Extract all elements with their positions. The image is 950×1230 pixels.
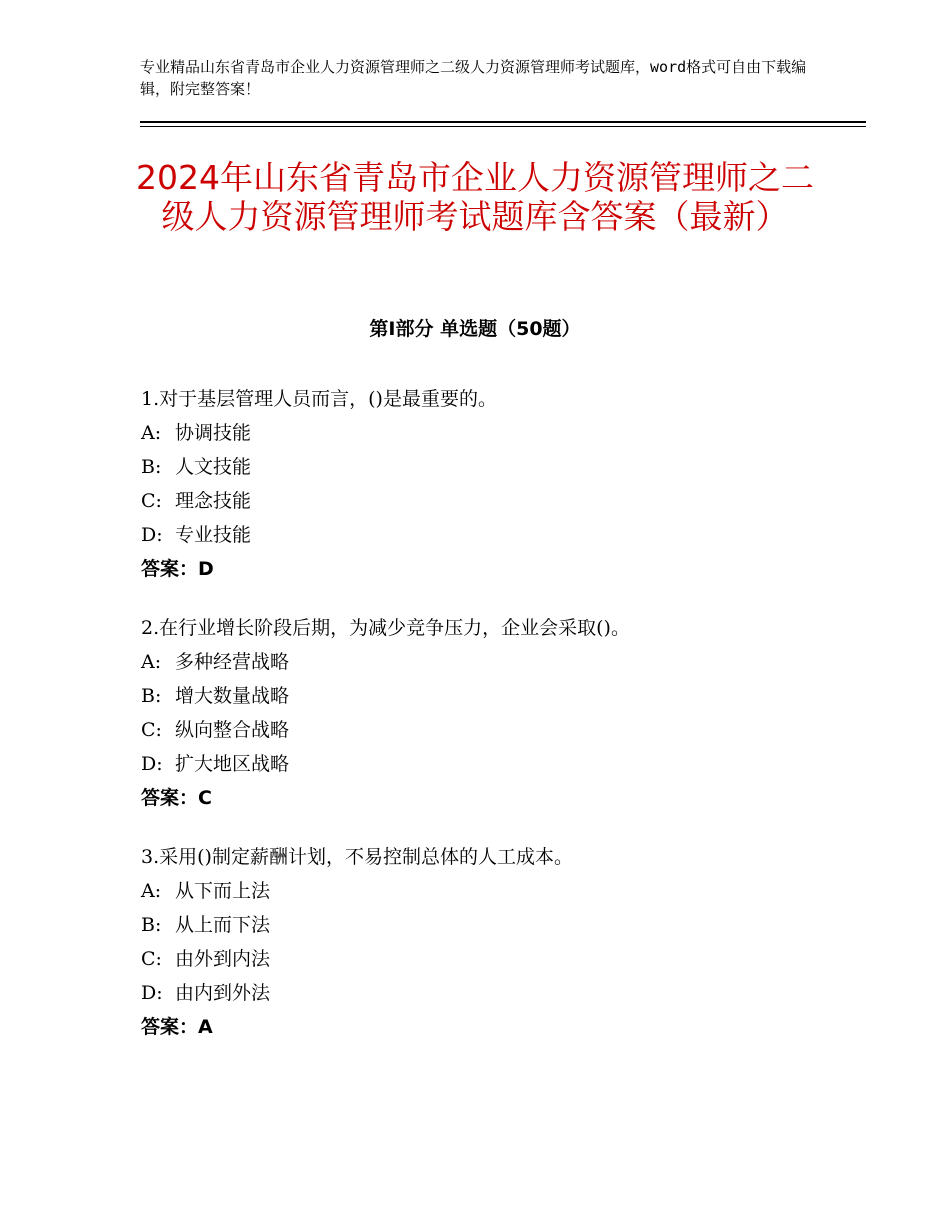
header-divider bbox=[140, 121, 866, 123]
option-letter: C: bbox=[141, 490, 162, 512]
option-d bbox=[141, 747, 861, 781]
question-stem: 1.对于基层管理人员而言，()是最重要的。 bbox=[141, 388, 497, 410]
question-stem: 3.采用()制定薪酬计划，不易控制总体的人工成本。 bbox=[141, 846, 573, 868]
option-text: 从上而下法 bbox=[175, 914, 271, 936]
option-letter: C: bbox=[141, 719, 162, 741]
option-text: 多种经营战略 bbox=[175, 651, 290, 673]
question-1 bbox=[141, 382, 861, 586]
option-b bbox=[141, 450, 861, 484]
option-text: 由外到内法 bbox=[175, 948, 271, 970]
option-letter: B: bbox=[141, 914, 162, 936]
header-divider-thin bbox=[140, 126, 866, 127]
option-text: 理念技能 bbox=[175, 490, 252, 512]
option-c bbox=[141, 942, 861, 976]
option-d bbox=[141, 518, 861, 552]
option-letter: C: bbox=[141, 948, 162, 970]
option-letter: D: bbox=[141, 753, 163, 775]
option-a bbox=[141, 645, 861, 679]
answer-line: 答案：D bbox=[141, 558, 214, 580]
option-text: 从下而上法 bbox=[175, 880, 271, 902]
option-text: 协调技能 bbox=[175, 422, 252, 444]
option-letter: B: bbox=[141, 456, 162, 478]
document-title: 2024年山东省青岛市企业人力资源管理师之二级人力资源管理师考试题库含答案（最新） bbox=[136, 158, 814, 236]
option-letter: A: bbox=[141, 422, 162, 444]
section-title: 第Ⅰ部分 单选题（50题） bbox=[369, 318, 581, 340]
option-a bbox=[141, 874, 861, 908]
option-d bbox=[141, 976, 861, 1010]
answer-line: 答案：A bbox=[141, 1016, 213, 1038]
option-text: 由内到外法 bbox=[175, 982, 271, 1004]
option-letter: D: bbox=[141, 982, 163, 1004]
option-text: 增大数量战略 bbox=[175, 685, 290, 707]
question-2 bbox=[141, 611, 861, 815]
option-letter: A: bbox=[141, 880, 162, 902]
option-a bbox=[141, 416, 861, 450]
question-list bbox=[141, 382, 861, 1069]
option-b bbox=[141, 679, 861, 713]
option-text: 纵向整合战略 bbox=[175, 719, 290, 741]
option-text: 人文技能 bbox=[175, 456, 252, 478]
question-stem: 2.在行业增长阶段后期，为减少竞争压力，企业会采取()。 bbox=[141, 617, 630, 639]
option-letter: D: bbox=[141, 524, 163, 546]
option-letter: B: bbox=[141, 685, 162, 707]
option-b bbox=[141, 908, 861, 942]
option-text: 扩大地区战略 bbox=[175, 753, 290, 775]
option-c bbox=[141, 484, 861, 518]
option-text: 专业技能 bbox=[175, 524, 252, 546]
question-3 bbox=[141, 840, 861, 1044]
header-note: 专业精品山东省青岛市企业人力资源管理师之二级人力资源管理师考试题库，word格式可自由下载编辑，附完整答案！ bbox=[140, 58, 807, 98]
answer-line: 答案：C bbox=[141, 787, 212, 809]
option-c bbox=[141, 713, 861, 747]
option-letter: A: bbox=[141, 651, 162, 673]
